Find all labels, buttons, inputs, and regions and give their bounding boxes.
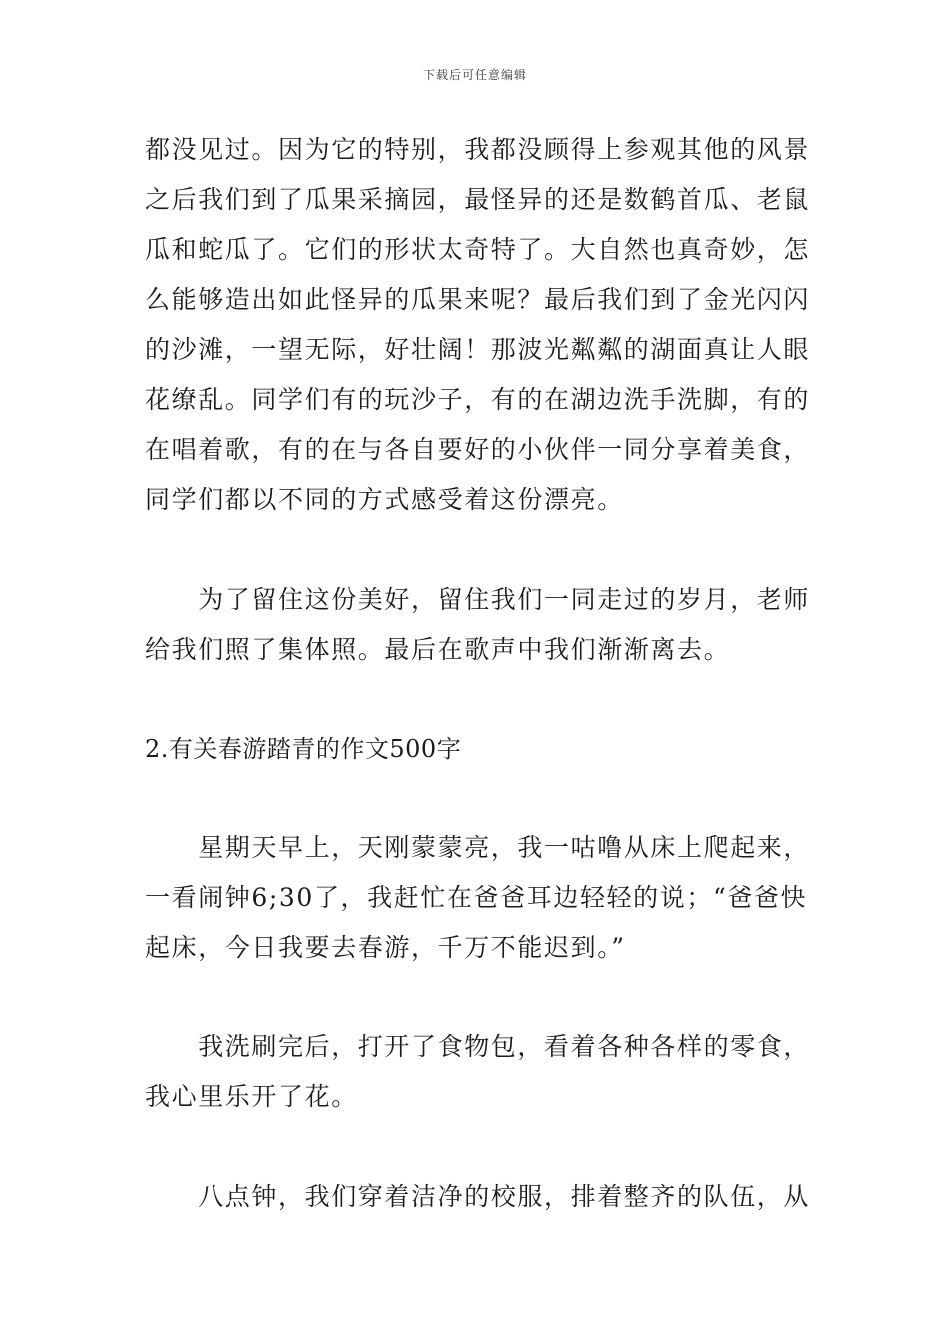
- text-line: 为了留住这份美好，留住我们一同走过的岁月，老师: [145, 585, 811, 614]
- text-line: 我洗刷完后，打开了食物包，看着各种各样的零食，: [145, 1032, 811, 1061]
- section-heading: 2.有关春游踏青的作文500字: [145, 735, 462, 763]
- text-line: 给我们照了集体照。最后在歌声中我们渐渐离去。: [145, 635, 731, 664]
- text-line: 我心里乐开了花。: [145, 1082, 358, 1111]
- text-line: 么能够造出如此怪异的瓜果来呢？最后我们到了金光闪闪: [145, 285, 811, 314]
- text-line: 在唱着歌，有的在与各自要好的小伙伴一同分享着美食，: [145, 435, 811, 464]
- text-line: 都没见过。因为它的特别，我都没顾得上参观其他的风景: [145, 135, 811, 164]
- text-line: 花缭乱。同学们有的玩沙子，有的在湖边洗手洗脚，有的: [145, 385, 811, 414]
- text-line: 瓜和蛇瓜了。它们的形状太奇特了。大自然也真奇妙，怎: [145, 235, 811, 264]
- text-line: 星期天早上，天刚蒙蒙亮，我一咕噜从床上爬起来，: [145, 833, 811, 862]
- text-line: 同学们都以不同的方式感受着这份漂亮。: [145, 485, 624, 514]
- text-line: 八点钟，我们穿着洁净的校服，排着整齐的队伍，从: [145, 1182, 811, 1211]
- text-line: 之后我们到了瓜果采摘园，最怪异的还是数鹤首瓜、老鼠: [145, 185, 811, 214]
- text-line: 起床，今日我要去春游，千万不能迟到。”: [145, 933, 626, 962]
- text-line: 一看闹钟6;30了，我赶忙在爸爸耳边轻轻的说；“爸爸快: [145, 883, 808, 912]
- text-line: 的沙滩，一望无际，好壮阔！那波光粼粼的湖面真让人眼: [145, 335, 811, 364]
- page-header: 下载后可任意编辑: [422, 68, 527, 82]
